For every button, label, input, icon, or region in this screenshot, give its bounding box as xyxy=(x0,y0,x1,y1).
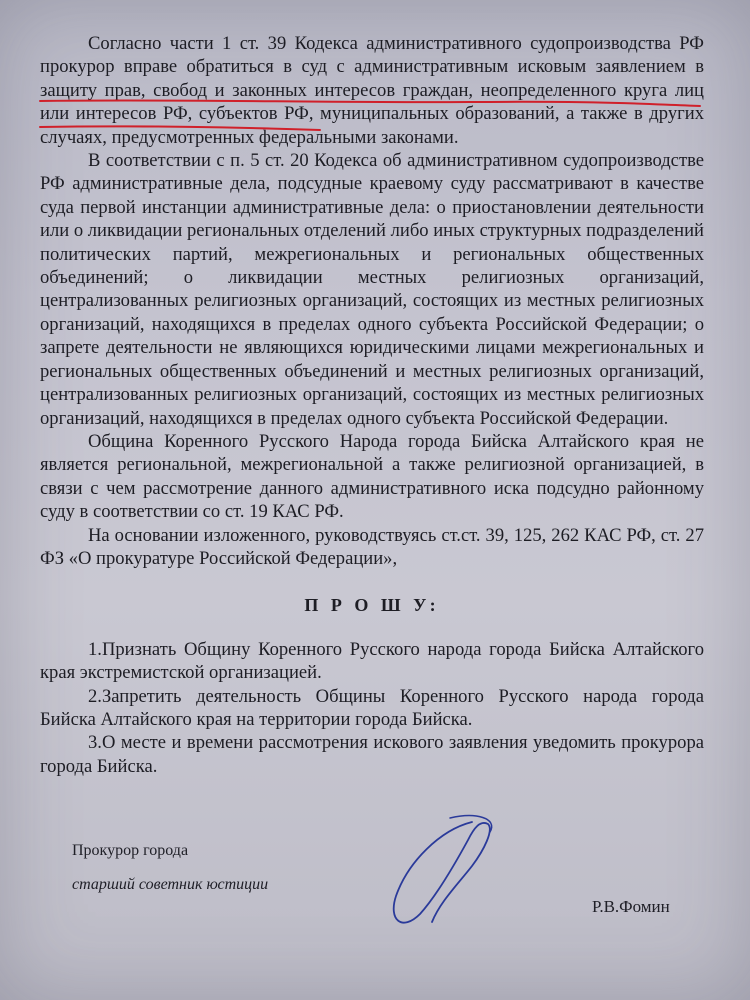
paragraph-regional-court-cases: В соответствии с п. 5 ст. 20 Кодекса об административном судопроизводстве РФ административные дела, подсудные краевому суду рассматривают в качестве суда первой инстанции административные дела: о приостановлении деятельности или о ликвидации региональных отделений либо иных структурных подразделений политических партий, межрегиональных и региональных общественных объединений; о ликвидации местных религиозных организаций, централизованных религиозных организаций, состоящих из местных религиозных организаций, находящихся в пределах одного субъекта Российской Федерации; о запрете деятельности не являющихся юридическими лицами межрегиональных и региональных общественных объединений и местных религиозных организаций, централизованных религиозных организаций, состоящих из местных религиозных организаций, находящихся в пределах одного субъекта Российской Федерации. xyxy=(40,150,704,429)
request-item-2: 2.Запретить деятельность Общины Коренного Русского народа города Бийска Алтайского края на территории города Бийска. xyxy=(40,685,704,730)
signer-name: Р.В.Фомин xyxy=(592,897,670,916)
request-item-3: 3.О месте и времени рассмотрения искового заявления уведомить прокурора города Бийска. xyxy=(40,732,704,777)
handwritten-signature xyxy=(380,810,510,940)
paragraph-community-status: Община Коренного Русского Народа города Бийска Алтайского края не является региональной, межрегиональной а также религиозной организацией, в связи с чем рассмотрение данного административного иска подсудно районному суду в соответствии со ст. 19 КАС РФ. xyxy=(40,430,704,523)
paragraph-jurisdiction-basis: Согласно части 1 ст. 39 Кодекса административного судопроизводства РФ прокурор вправе обратиться в суд с административным исковым заявлением в защиту прав, свобод и законных интересов граждан, неопределенного круга лиц или интересов РФ, субъектов РФ, муниципальных образований, а также в других случаях, предусмотренных федеральными законами. xyxy=(40,33,704,148)
signer-position: Прокурор города xyxy=(72,842,189,859)
document-body xyxy=(40,32,704,778)
request-item-1: 1.Признать Общину Коренного Русского народа города Бийска Алтайского края экстремистской организацией. xyxy=(40,638,704,684)
paragraph-legal-grounds: На основании изложенного, руководствуясь ст.ст. 39, 125, 262 КАС РФ, ст. 27 ФЗ «О прокуратуре Российской Федерации», xyxy=(40,524,704,569)
request-heading: П Р О Ш У: xyxy=(304,595,440,616)
signer-rank: старший советник юстиции xyxy=(72,876,269,893)
